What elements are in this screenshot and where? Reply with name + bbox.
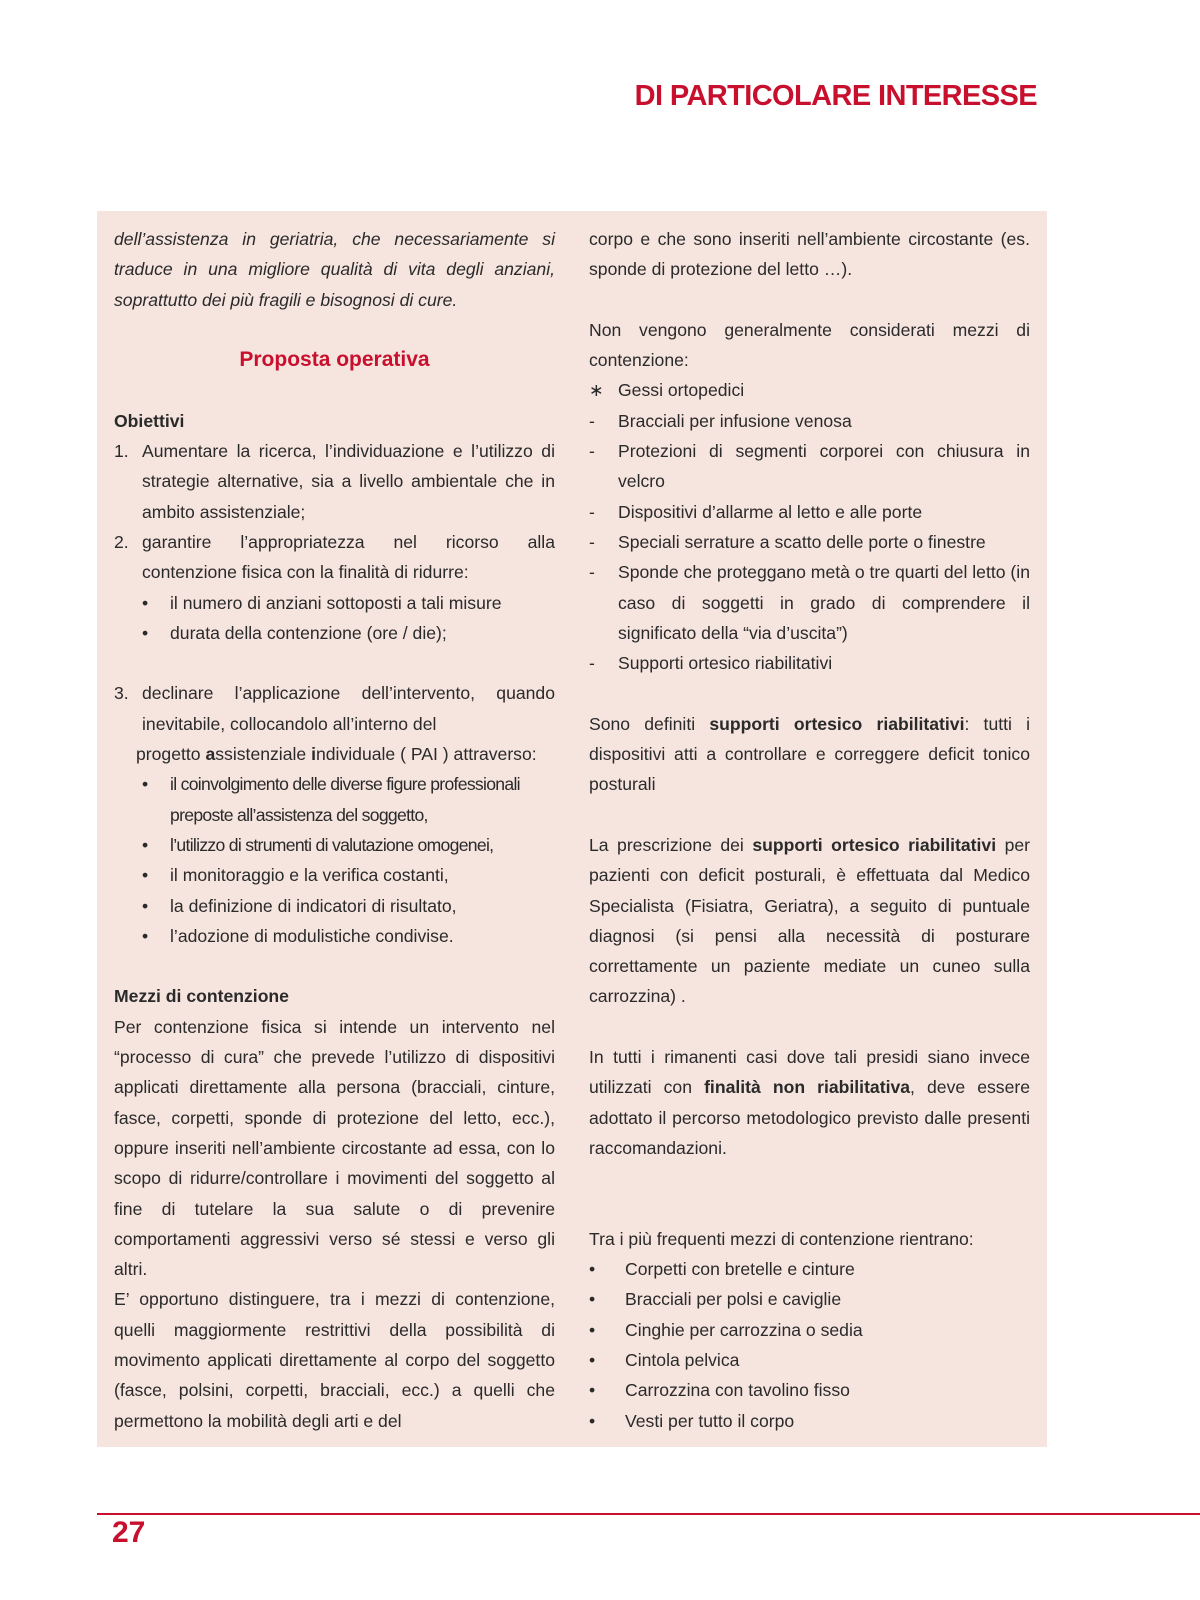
list-item-text: durata della contenzione (ore / die); [170,622,447,643]
section-title: Proposta operativa [239,348,430,372]
mezzi-heading: Mezzi di contenzione [114,986,289,1007]
bullet-icon: • [142,622,149,643]
list-item: - Speciali serrature a scatto delle porte o finestre [589,527,1030,557]
list-item-text: il monitoraggio e la verifica costanti, [170,865,449,886]
objective-number: 2. [114,531,129,552]
list-item: - Dispositivi d’allarme al letto e alle porte [589,497,1030,527]
footer-divider [97,1513,1200,1515]
list-item: - Protezioni di segmenti corporei con chiusura in velcro [589,436,1030,497]
frequent-intro: Tra i più frequenti mezzi di contenzione rientrano: [589,1228,974,1249]
bullet-icon: • [589,1289,596,1310]
right-column [589,224,1030,1436]
asterisk-icon: ∗ [589,380,604,401]
bullet-icon: • [589,1380,596,1401]
continuation-paragraph: corpo e che sono inseriti nell’ambiente circostante (es. sponde di protezione del letto …). [589,229,1030,280]
objectives-list [114,436,555,587]
frequent-list [589,1254,1030,1436]
intro-paragraph: dell’assistenza in geriatria, che necessariamente si traduce in una migliore qualità di vita degli anziani, soprattutto dei più fragili e bisognosi di cure. [114,229,555,310]
non-considered-list [589,375,1030,678]
content-box [97,211,1047,1447]
list-item: - Bracciali per infusione venosa [589,406,1030,436]
list-item [114,769,555,830]
dash-icon: - [589,441,595,462]
list-item: • Bracciali per polsi e caviglie [589,1284,1030,1314]
dash-icon: - [589,531,595,552]
bullet-icon: • [142,895,149,916]
objective-number: 3. [114,683,129,704]
objective-3-sublist [114,769,555,951]
mezzi-paragraph-2: E’ opportuno distinguere, tra i mezzi di contenzione, quelli maggiormente restrittivi della possibilità di movimento applicati direttamente al corpo del soggetto (fasce, polsini, corpetti, bracciali, ecc.) a quelli che permettono la mobilità degli arti e del [114,1289,555,1431]
left-column [114,224,555,1436]
remaining-cases-paragraph: In tutti i rimanenti casi dove tali presidi siano invece utilizzati con finalità non riabilitativa, deve essere adottato il percorso metodologico previsto dalle presenti raccomandazioni. [589,1047,1031,1158]
non-considered-intro: Non vengono generalmente considerati mezzi di contenzione: [589,319,1030,371]
list-item [114,891,555,921]
objectives-list-3 [114,678,555,739]
mezzi-paragraph-1: Per contenzione fisica si intende un intervento nel “processo di cura” che prevede l’utilizzo di dispositivi applicati direttamente alla persona (bracciali, cinture, fasce, corpetti, sponde di protezione del letto, ecc.), oppure inseriti nell’ambiente circostante ad essa, con lo scopo di ridurre/controllare i movimenti del soggetto al fine di tutelare la sua salute o di prevenire comportamenti aggressivi verso sé stessi e verso gli altri. [114,1016,555,1280]
list-item: • Cintola pelvica [589,1345,1030,1375]
page-section-title: DI PARTICOLARE INTERESSE [634,80,1037,112]
list-item: • Carrozzina con tavolino fisso [589,1375,1030,1405]
objective-item [114,678,555,739]
list-item-text: l’utilizzo di strumenti di valutazione omogenei, [170,834,494,855]
bullet-icon: • [142,925,149,946]
objective-item [114,436,555,527]
bullet-icon: • [589,1259,596,1280]
list-item [114,830,555,860]
prescription-paragraph: La prescrizione dei supporti ortesico riabilitativi per pazienti con deficit posturali, è effettuata dal Medico Specialista (Fisiatra, Geriatra), a seguito di puntuale diagnosi (si pensi alla necessità di posturare correttamente un paziente mediate un cuneo sulla carrozzina) . [589,834,1030,1007]
dash-icon: - [589,410,595,431]
objective-text: declinare l’applicazione dell’intervento, quando inevitabile, collocandolo all’interno del [142,683,555,734]
list-item: - Supporti ortesico riabilitativi [589,648,1030,678]
bullet-icon: • [589,1410,596,1431]
list-item-text: l’adozione di modulistiche condivise. [170,925,454,946]
objective-3-continuation: progetto assistenziale individuale ( PAI ) attraverso: [136,744,537,765]
list-item-text: la definizione di indicatori di risultato, [170,895,457,916]
obiettivi-heading: Obiettivi [114,410,185,431]
definition-paragraph: Sono definiti supporti ortesico riabilitativi: tutti i dispositivi atti a controllare e correggere deficit tonico posturali [589,713,1030,795]
dash-icon: - [589,653,595,674]
objective-text: garantire l’appropriatezza nel ricorso alla contenzione fisica con la finalità di ridurre: [142,531,555,583]
list-item: • Corpetti con bretelle e cinture [589,1254,1030,1284]
list-item [114,618,555,648]
bullet-icon: • [142,774,148,795]
bullet-icon: • [142,834,148,855]
list-item [114,588,555,618]
list-item-text: il coinvolgimento delle diverse figure professionali preposte all’assistenza del soggetto, [170,774,520,825]
page-number: 27 [112,1516,146,1549]
list-item [114,921,555,951]
objective-2-sublist [114,588,555,649]
bullet-icon: • [589,1319,596,1340]
list-item: - Sponde che proteggano metà o tre quarti del letto (in caso di soggetti in grado di comprendere il significato della “via d’uscita”) [589,557,1030,648]
bullet-icon: • [142,865,149,886]
list-item: • Vesti per tutto il corpo [589,1406,1030,1436]
dash-icon: - [589,501,595,522]
bullet-icon: • [589,1349,596,1370]
list-item: ∗ Gessi ortopedici [589,375,1030,405]
dash-icon: - [589,562,595,583]
objective-text: Aumentare la ricerca, l’individuazione e l’utilizzo di strategie alternative, sia a livello ambientale che in ambito assistenziale; [142,441,555,522]
list-item-text: il numero di anziani sottoposti a tali misure [170,592,502,613]
list-item: • Cinghie per carrozzina o sedia [589,1315,1030,1345]
objective-item [114,527,555,588]
objective-number: 1. [114,441,129,462]
bullet-icon: • [142,592,149,613]
list-item [114,860,555,890]
